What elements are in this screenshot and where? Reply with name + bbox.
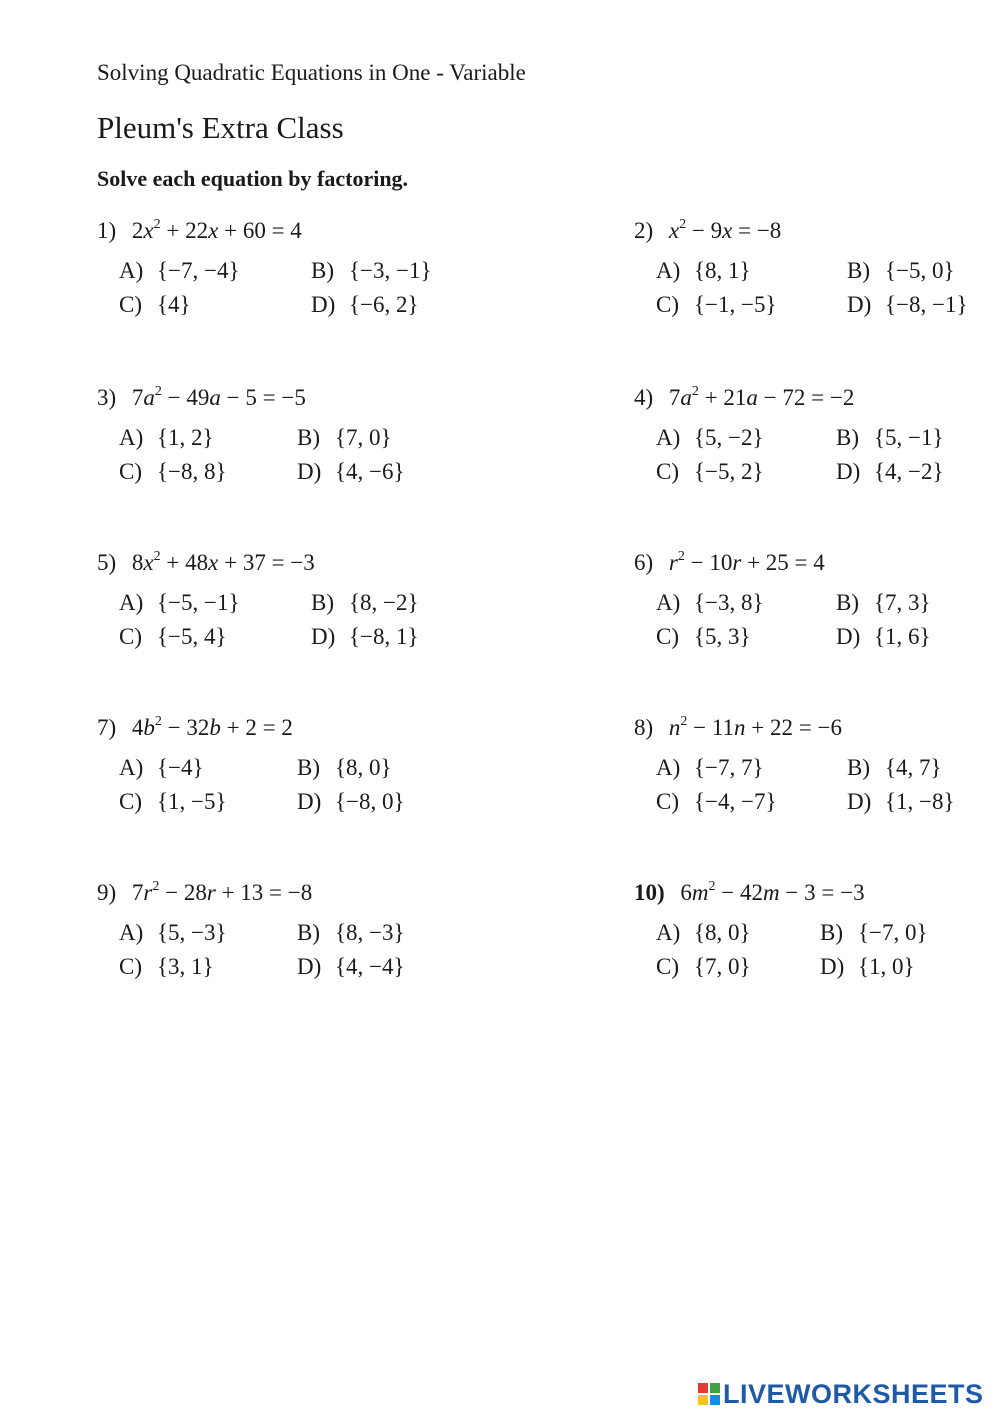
question-number: 10): [634, 880, 665, 905]
option-value: {−1, −5}: [694, 292, 777, 317]
option-c[interactable]: C) {−5, 2}: [656, 459, 764, 484]
option-value: {5, −1}: [874, 425, 944, 450]
equation: $6m^2 - 42m - 3 = -3$: [680, 879, 865, 905]
problem-5: [97, 550, 477, 670]
question-number: 9): [97, 880, 117, 905]
option-a[interactable]: A) {−7, −4}: [119, 258, 240, 283]
question: [97, 218, 302, 244]
question: [97, 385, 306, 411]
question-number: 8): [634, 715, 654, 740]
equation: $7a^2 + 21a - 72 = -2$: [668, 384, 855, 410]
question-number: 3): [97, 385, 117, 410]
option-value: {1, 0}: [858, 954, 915, 979]
problem-4: [634, 385, 994, 505]
option-b[interactable]: B) {8, 0}: [297, 755, 392, 780]
option-c[interactable]: C) {−8, 8}: [119, 459, 227, 484]
option-value: {1, 6}: [874, 624, 931, 649]
option-c[interactable]: C) {−5, 4}: [119, 624, 227, 649]
option-b[interactable]: B) {−7, 0}: [820, 920, 928, 945]
option-b[interactable]: B) {−3, −1}: [311, 258, 432, 283]
option-value: {5, 3}: [694, 624, 751, 649]
option-c[interactable]: C) {5, 3}: [656, 624, 751, 649]
option-value: {−8, 1}: [349, 624, 419, 649]
liveworksheets-logo[interactable]: [698, 1378, 984, 1410]
option-b[interactable]: B) {4, 7}: [847, 755, 942, 780]
problem-1: [97, 218, 477, 338]
option-d[interactable]: D) {1, 6}: [836, 624, 931, 649]
problem-2: [634, 218, 994, 338]
option-d[interactable]: D) {4, −6}: [297, 459, 405, 484]
option-c[interactable]: C) {−4, −7}: [656, 789, 777, 814]
question: [634, 385, 854, 411]
problem-7: [97, 715, 477, 835]
option-value: {4, −2}: [874, 459, 944, 484]
question-number: 4): [634, 385, 654, 410]
question-number: 5): [97, 550, 117, 575]
option-value: {−5, −1}: [157, 590, 240, 615]
problem-10: [634, 880, 994, 1000]
option-value: {1, 2}: [157, 425, 214, 450]
option-a[interactable]: A) {−7, 7}: [656, 755, 764, 780]
option-d[interactable]: D) {−8, −1}: [847, 292, 968, 317]
option-d[interactable]: D) {−8, 1}: [311, 624, 419, 649]
option-b[interactable]: B) {5, −1}: [836, 425, 944, 450]
problem-6: [634, 550, 994, 670]
option-c[interactable]: C) {3, 1}: [119, 954, 214, 979]
equation: $7r^2 - 28r + 13 = -8$: [131, 879, 313, 905]
option-b[interactable]: B) {8, −2}: [311, 590, 419, 615]
option-value: {8, 1}: [694, 258, 751, 283]
option-value: {−5, 0}: [885, 258, 955, 283]
option-a[interactable]: A) {5, −2}: [656, 425, 764, 450]
option-value: {−4}: [157, 755, 204, 780]
option-a[interactable]: A) {5, −3}: [119, 920, 227, 945]
option-value: {−7, 0}: [858, 920, 928, 945]
question: [634, 880, 865, 906]
option-value: {5, −3}: [157, 920, 227, 945]
problem-8: [634, 715, 994, 835]
logo-text: LIVEWORKSHEETS: [723, 1378, 984, 1409]
option-value: {−8, −1}: [885, 292, 968, 317]
option-value: {−6, 2}: [349, 292, 419, 317]
question: [97, 550, 315, 576]
option-a[interactable]: A) {−4}: [119, 755, 204, 780]
option-value: {4}: [157, 292, 191, 317]
option-value: {−3, −1}: [349, 258, 432, 283]
option-value: {−7, −4}: [157, 258, 240, 283]
equation: $8x^2 + 48x + 37 = -3$: [131, 549, 315, 575]
option-a[interactable]: A) {1, 2}: [119, 425, 214, 450]
option-value: {−8, 0}: [335, 789, 405, 814]
question-number: 2): [634, 218, 654, 243]
question: [97, 880, 312, 906]
option-d[interactable]: D) {1, −8}: [847, 789, 955, 814]
option-value: {−8, 8}: [157, 459, 227, 484]
option-value: {8, −2}: [349, 590, 419, 615]
option-d[interactable]: D) {4, −2}: [836, 459, 944, 484]
option-b[interactable]: B) {7, 0}: [297, 425, 392, 450]
option-c[interactable]: C) {7, 0}: [656, 954, 751, 979]
option-value: {−5, 2}: [694, 459, 764, 484]
problem-9: [97, 880, 477, 1000]
option-value: {4, 7}: [885, 755, 942, 780]
logo-squares-icon: [698, 1383, 720, 1405]
option-value: {1, −8}: [885, 789, 955, 814]
equation: $r^2 - 10r + 25 = 4$: [668, 549, 825, 575]
worksheet-title: Pleum's Extra Class: [97, 110, 344, 145]
option-value: {7, 3}: [874, 590, 931, 615]
option-c[interactable]: C) {1, −5}: [119, 789, 227, 814]
equation: $x^2 - 9x = -8$: [668, 217, 782, 243]
option-value: {3, 1}: [157, 954, 214, 979]
option-value: {−4, −7}: [694, 789, 777, 814]
option-b[interactable]: B) {−5, 0}: [847, 258, 955, 283]
option-b[interactable]: B) {8, −3}: [297, 920, 405, 945]
option-a[interactable]: A) {8, 1}: [656, 258, 751, 283]
question-number: 7): [97, 715, 117, 740]
equation: $2x^2 + 22x + 60 = 4$: [131, 217, 302, 243]
option-value: {8, −3}: [335, 920, 405, 945]
option-value: {8, 0}: [335, 755, 392, 780]
option-value: {−5, 4}: [157, 624, 227, 649]
option-value: {7, 0}: [694, 954, 751, 979]
instruction-text: Solve each equation by factoring.: [97, 166, 409, 191]
option-c[interactable]: C) {4}: [119, 292, 191, 317]
worksheet-subtitle: Solving Quadratic Equations in One - Variable: [97, 60, 526, 85]
option-d[interactable]: D) {−8, 0}: [297, 789, 405, 814]
option-value: {4, −6}: [335, 459, 405, 484]
option-b[interactable]: B) {7, 3}: [836, 590, 931, 615]
option-a[interactable]: A) {−3, 8}: [656, 590, 764, 615]
problem-3: [97, 385, 477, 505]
question: [634, 218, 781, 244]
question-number: 1): [97, 218, 117, 243]
option-d[interactable]: D) {−6, 2}: [311, 292, 419, 317]
equation: $4b^2 - 32b + 2 = 2$: [131, 714, 293, 740]
question-number: 6): [634, 550, 654, 575]
equation: $7a^2 - 49a - 5 = -5$: [131, 384, 306, 410]
question: [634, 550, 825, 576]
option-value: {5, −2}: [694, 425, 764, 450]
question: [97, 715, 293, 741]
question: [634, 715, 842, 741]
option-value: {4, −4}: [335, 954, 405, 979]
option-d[interactable]: D) {1, 0}: [820, 954, 915, 979]
option-value: {8, 0}: [694, 920, 751, 945]
equation: $n^2 - 11n + 22 = -6$: [668, 714, 842, 740]
option-value: {−7, 7}: [694, 755, 764, 780]
option-d[interactable]: D) {4, −4}: [297, 954, 405, 979]
option-value: {1, −5}: [157, 789, 227, 814]
option-a[interactable]: A) {8, 0}: [656, 920, 751, 945]
option-value: {−3, 8}: [694, 590, 764, 615]
option-value: {7, 0}: [335, 425, 392, 450]
option-c[interactable]: C) {−1, −5}: [656, 292, 777, 317]
option-a[interactable]: A) {−5, −1}: [119, 590, 240, 615]
